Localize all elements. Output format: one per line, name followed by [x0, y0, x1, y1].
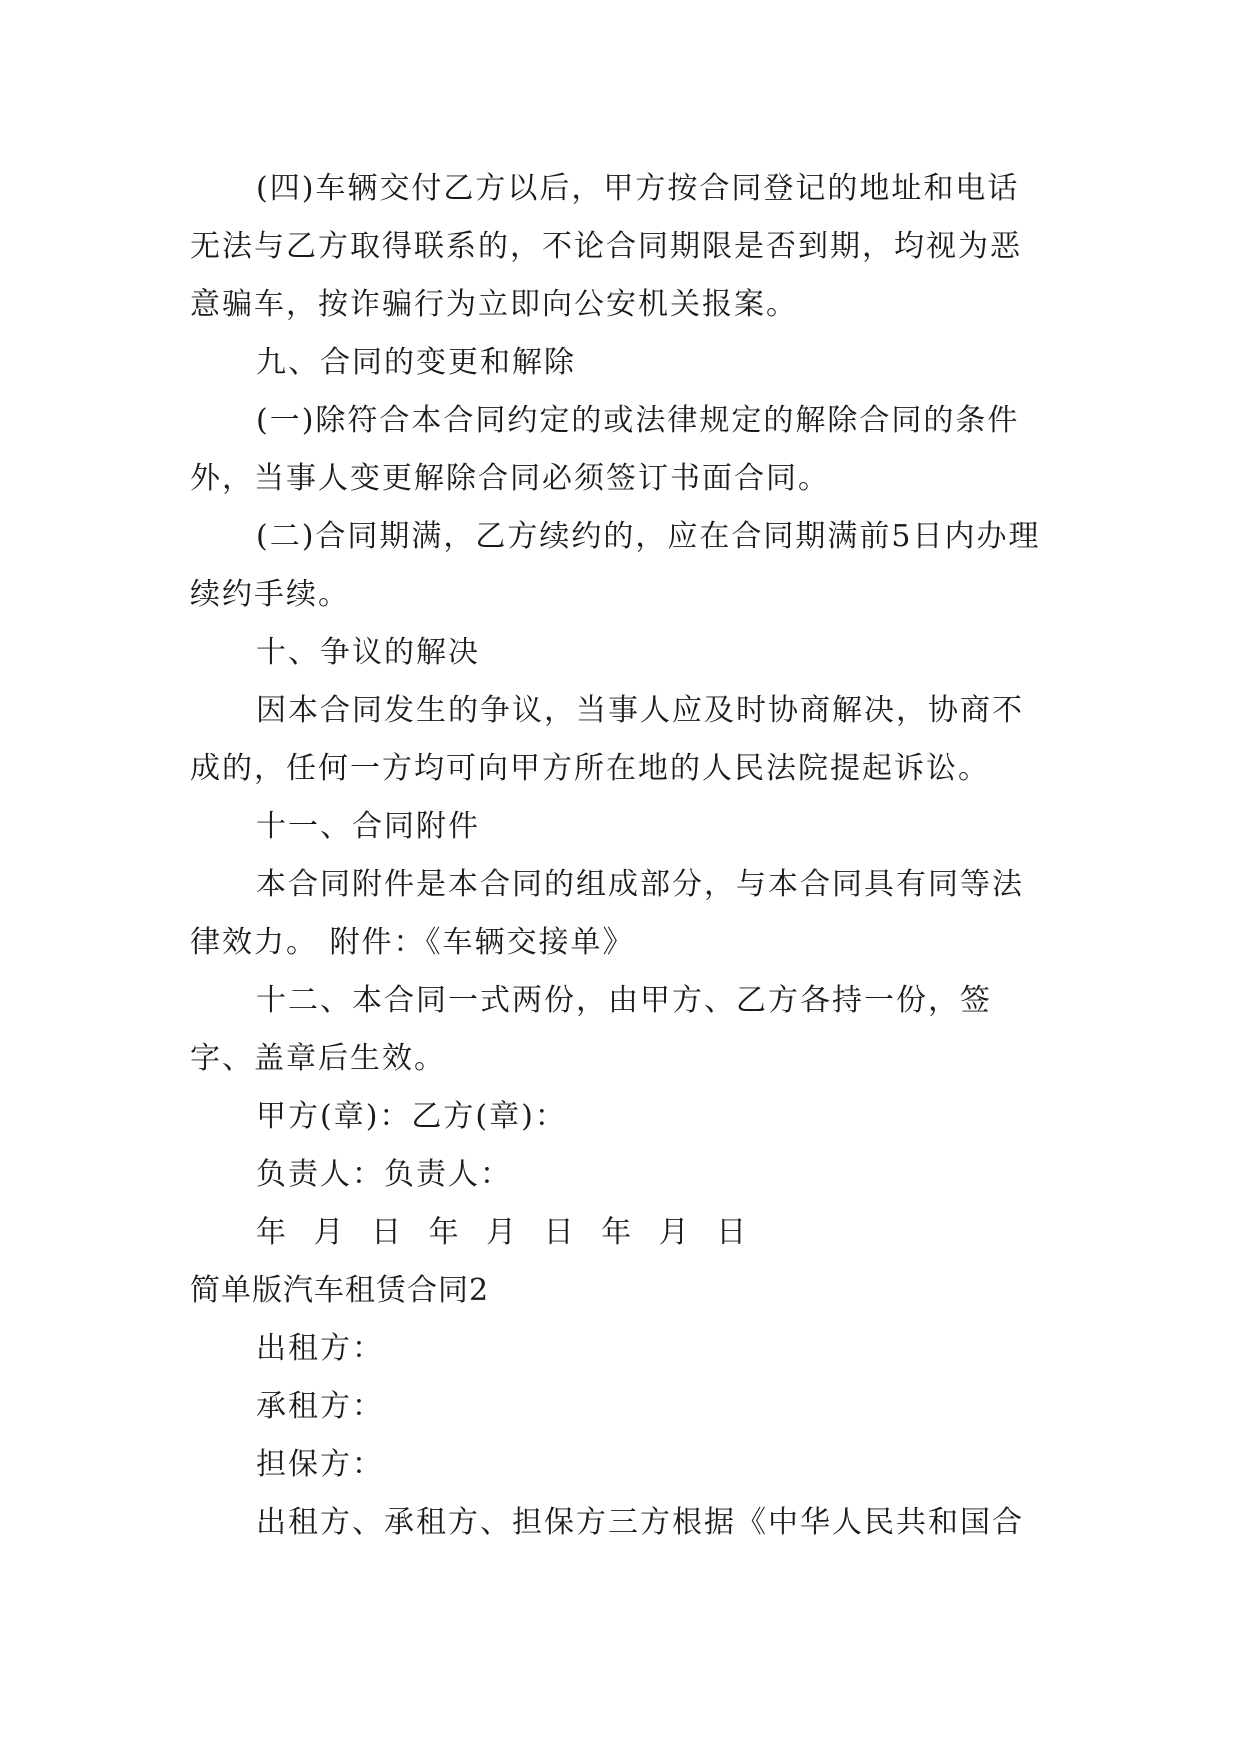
attachment-text: 本合同附件是本合同的组成部分，与本合同具有同等法律效力。 附件：《车辆交接单》 [190, 867, 1024, 960]
clause-2-renewal: (二)合同期满，乙方续约的，应在合同期满前5日内办理续约手续。 [190, 519, 1041, 612]
guarantor-field: 担保方： [256, 1447, 384, 1482]
signature-responsible-person: 负责人：负责人： [256, 1157, 512, 1192]
clause-4-vehicle-fraud: (四)车辆交付乙方以后，甲方按合同登记的地址和电话无法与乙方取得联系的，不论合同期限是否到期，均视为恶意骗车，按诈骗行为立即向公安机关报案。 [190, 171, 1022, 322]
heading-contract-change: 九、合同的变更和解除 [256, 345, 576, 380]
section-title: 简单版汽车租赁合同2 [190, 1273, 490, 1308]
lessor-field: 出租方： [256, 1331, 384, 1366]
clause-12-copies: 十二、本合同一式两份，由甲方、乙方各持一份，签字、盖章后生效。 [190, 983, 992, 1076]
heading-contract-attachment: 十一、合同附件 [256, 809, 480, 844]
signature-dates: 年 月 日 年 月 日 年 月 日 [256, 1215, 749, 1250]
dispute-resolution-text: 因本合同发生的争议，当事人应及时协商解决，协商不成的，任何一方均可向甲方所在地的人民法院提起诉讼。 [190, 693, 1024, 786]
signature-party-seal: 甲方(章)：乙方(章)： [256, 1099, 567, 1134]
clause-1-termination: (一)除符合本合同约定的或法律规定的解除合同的条件外，当事人变更解除合同必须签订书面合同。 [190, 403, 1020, 496]
document-body [190, 160, 1050, 1552]
heading-dispute-resolution: 十、争议的解决 [256, 635, 480, 670]
contract-preamble: 出租方、承租方、担保方三方根据《中华人民共和国合 [256, 1505, 1024, 1540]
lessee-field: 承租方： [256, 1389, 384, 1424]
